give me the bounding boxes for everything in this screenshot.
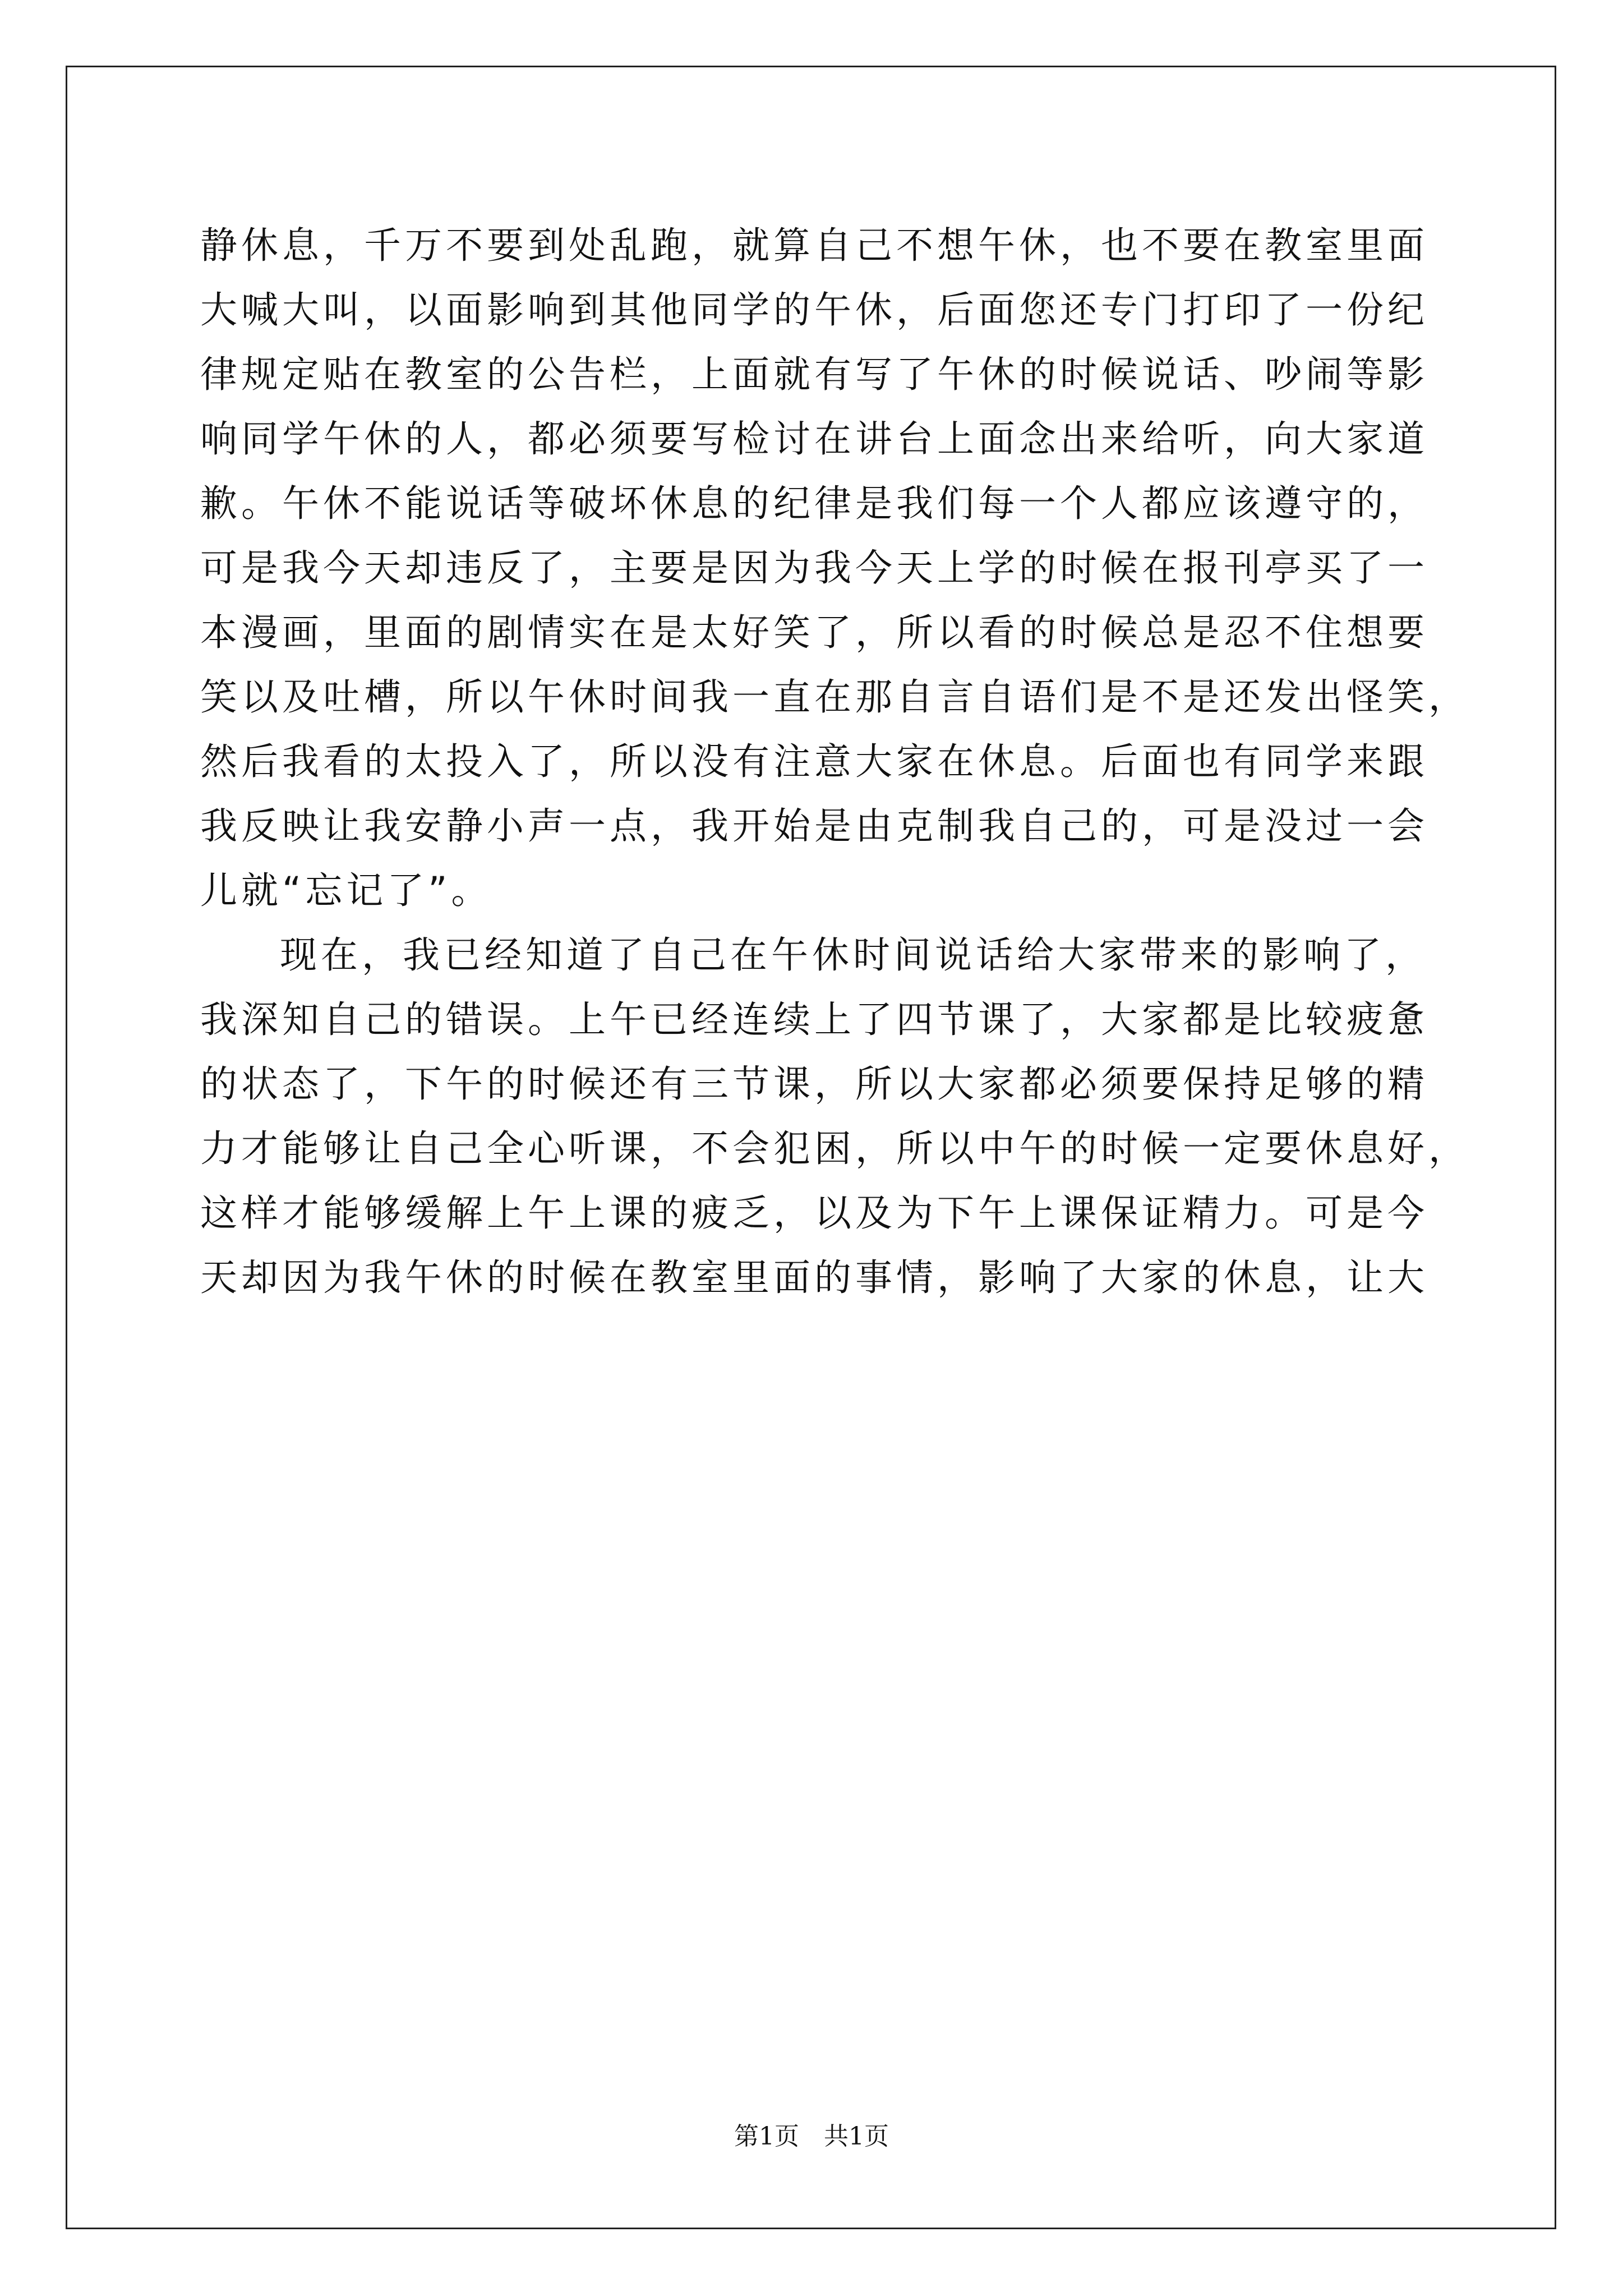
text-line: 律规定贴在教室的公告栏，上面就有写了午休的时候说话、吵闹等影 [200,353,1428,396]
text-line: 的状态了，下午的时候还有三节课，所以大家都必须要保持足够的精 [200,1062,1428,1106]
text-line: 这样才能够缓解上午上课的疲乏，以及为下午上课保证精力。可是今 [200,1191,1428,1235]
text-line: 天却因为我午休的时候在教室里面的事情，影响了大家的休息，让大 [200,1256,1428,1299]
page-footer: 第1页 共1页 [734,2122,889,2151]
text-line: 静休息，千万不要到处乱跑，就算自己不想午休，也不要在教室里面 [200,224,1428,267]
text-line: 然后我看的太投入了，所以没有注意大家在休息。后面也有同学来跟 [200,740,1428,783]
text-line: 歉。午休不能说话等破坏休息的纪律是我们每一个人都应该遵守的， [200,482,1428,525]
text-line: 现在，我已经知道了自己在午休时间说话给大家带来的影响了， [280,933,1426,977]
text-line: 力才能够让自己全心听课，不会犯困，所以中午的时候一定要休息好， [200,1127,1469,1170]
text-line: 我深知自己的错误。上午已经连续上了四节课了，大家都是比较疲惫 [200,998,1428,1041]
text-line: 本漫画，里面的剧情实在是太好笑了，所以看的时候总是忍不住想要 [200,611,1428,654]
text-line: 大喊大叫，以面影响到其他同学的午休，后面您还专门打印了一份纪 [200,288,1428,332]
text-line: 响同学午休的人，都必须要写检讨在讲台上面念出来给听，向大家道 [200,417,1428,461]
text-line: 儿就“忘记了”。 [200,869,492,912]
text-line: 可是我今天却违反了，主要是因为我今天上学的时候在报刊亭买了一 [200,546,1428,590]
text-line: 笑以及吐槽，所以午休时间我一直在那自言自语们是不是还发出怪笑， [200,675,1469,719]
text-line: 我反映让我安静小声一点，我开始是由克制我自己的，可是没过一会 [200,804,1428,848]
